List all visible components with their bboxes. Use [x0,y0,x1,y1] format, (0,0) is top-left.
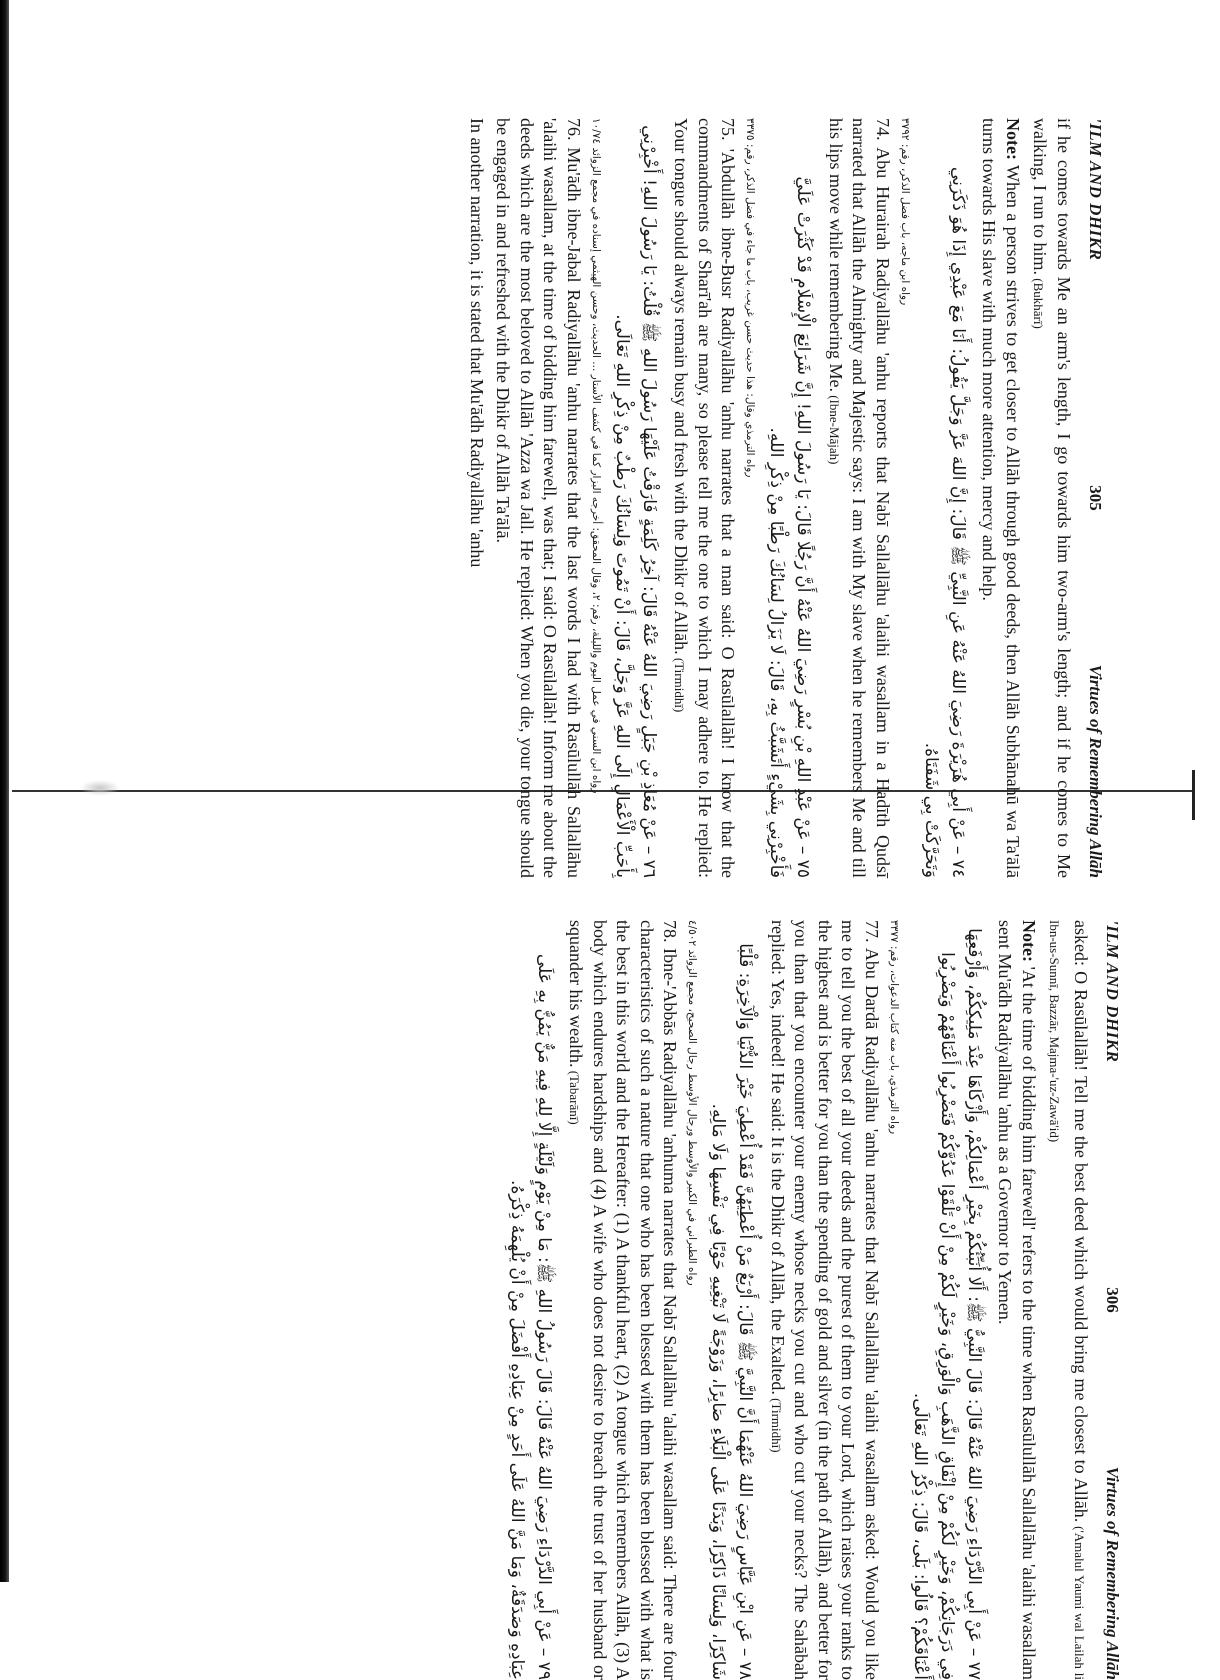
page-number: 306 [1103,1287,1122,1313]
book-title: 'ILM AND DHIKR [1086,118,1105,261]
running-head: Virtues of Remembering Allāh [1086,664,1105,878]
page-body [82,920,1092,1680]
source-citation: (Tirmidhī) [672,654,688,713]
arabic-reference: رواه الترمذي، باب منه كتاب الدعوات، رقم: ٣٣٧٧ [888,920,900,1135]
arabic-reference: رواه ابن السني في عمل اليوم والليلة، رقم: ٢، وقال المحقق: أخرجه البزار كما في كشف الأستار ... الحديث، وحسن الهيثمي إسناده في مجمع الزوائد ١٠/٧٤ [590,118,602,794]
paragraph-text: 75. 'Abdullāh ibne-Busr Radiyallāhu 'anhu narrates that a man said: O Rasūlallāh! I know that the commandments of Sharī'ah are many, so please tell me the one to which I may adhere to. He replied: Your tongue should always remain busy and fresh with the Dhikr of Allāh. [671,118,739,878]
arabic-reference: رواه ابن ماجه، باب فضل الذكر، رقم: ٣٧٩٢ [899,118,911,306]
note-paragraph [993,920,1040,1680]
arabic-hadith-text: ٧٥ – عَنْ عَبْدِ اللهِ بْنِ بُسْرٍ رَضِيَ اللهُ عَنْهُ أَنَّ رَجُلًا قَالَ: يَا رَسُولَ اللهِ! إِنَّ شَرَائِعَ الْإِسْلَامِ قَدْ كَثُرَتْ عَلَيَّ فَأَخْبِرْنِي بِشَيْءٍ أَتَشَبَّثُ بِهِ، قَالَ: لَا يَزَالُ لِسَانُكَ رَطْبًا مِنْ ذِكْرِ اللهِ. [766,176,814,878]
translation-paragraph [1043,920,1092,1680]
paragraph-text: 76. Mu'ādh ibne-Jabal Radiyallāhu 'anhu narrates that the last words I had with Rasūlullāh Sallallāhu 'alaihi wasallam, at the time of bidding him farewell, was that; I said: O Rasūlallāh! Inform me about the deeds which are the most beloved to Allāh 'Azza wa Jall. He replied: When you die, your tongue should be engaged in and refreshed with the Dhikr of Allāh Ta'ālā. [493,118,584,878]
translation-paragraph [765,920,884,1680]
book-page-305 [65,118,1105,878]
translation-paragraph [465,118,489,878]
note-text: When a person strives to get closer to Allāh through good deeds, then Allāh Subhānahū wa Ta'ālā turns towards His slave with much more attention, mercy and help. [979,118,1023,878]
note-label: Note: [1003,118,1023,160]
book-title: 'ILM AND DHIKR [1103,920,1122,1063]
note-paragraph [977,118,1024,878]
arabic-hadith-text: ٧٩ – عَنْ أَبِي الدَّرْدَاءِ رَضِيَ اللهُ عَنْهُ قَالَ: قَالَ رَسُولُ اللهِ ﷺ: مَا مِنْ يَوْمٍ وَلَيْلَةٍ إِلَّا لِلهِ فِيهِ مَنٌّ يَمُنُّ بِهِ عَلَى عِبَادِهِ وَصَدَقَةٌ، وَمَا مَنَّ اللهُ عَلَى أَحَدٍ مِنْ عِبَادِهِ أَفْضَلَ مِنْ أَنْ يُلْهِمَهُ ذِكْرَهُ. [507,953,554,1680]
running-head: Virtues of Remembering Allāh [1103,1466,1122,1680]
translation-paragraph [491,118,585,878]
arabic-hadith-text: ٧٨ – عَنِ ابْنِ عَبَّاسٍ رَضِيَ اللهُ عَنْهُمَا أَنَّ النَّبِيَّ ﷺ قَالَ: أَرْبَعٌ مَنْ أُعْطِيَهُنَّ فَقَدْ أُعْطِيَ خَيْرَ الدُّنْيَا وَالْآخِرَةِ: قَلْبًا شَاكِرًا، وَلِسَانًا ذَاكِرًا، وَبَدَنًا عَلَى الْبَلَاءِ صَابِرًا، وَزَوْجَةً لَا تَبْغِيهِ حَوْبًا فِي نَفْسِهَا وَلَا مَالِهِ. [708,943,756,1680]
note-text: 'At the time of bidding him farewell' refers to the time when Rasūlullāh Sallallāhu 'alaihi wasallam sent Mu'ādh Radiyallāhu 'anhu as a Governor to Yemen. [995,920,1039,1680]
translation-paragraph [823,118,895,878]
paragraph-text: In another narration, it is stated that Mu'ādh Radiyallāhu 'anhu [467,118,487,568]
paragraph-text: 77. Abu Dardā Radiyallāhu 'anhu narrates that Nabī Sallallāhu 'alaihi wasallam asked: Would you like me to tell you the best of all your deeds and the purest of them to your Lord, which raises your ranks to the highest and is better for you than the spending of gold and silver (in the path of Allāh), and better for you than that you encounter your enemy whose necks you cut and who cut your necks? The Sahābah replied: Yes, indeed! He said: It is the Dhikr of Allāh, the Exalted. [768,920,882,1680]
page-body [65,118,1075,878]
translation-paragraph [1027,118,1075,878]
paragraph-text: 78. Ibne-'Abbās Radiyallāhu 'anhuma narrates that Nabī Sallallāhu 'alaihi wasallam said: There are four characteristics of such a nature that one who has been blessed with them has been blessed with what is the best in this world and the Hereafter: (1) A thankful heart, (2) A tongue which remembers Allāh, (3) A body which endures hardships and (4) A wife who does not desire to breach the trust of her husband or squander his wealth. [566,920,681,1680]
arabic-hadith-text: ٧٤ – عَنْ أَبِي هُرَيْرَةَ رَضِيَ اللهُ عَنْهُ عَنِ النَّبِيِّ ﷺ قَالَ: إِنَّ اللهَ عَزَّ وَجَلَّ يَقُولُ: أَنَا مَعَ عَبْدِي إِذَا هُوَ ذَكَرَنِي وَتَحَرَّكَتْ بِي شَفَتَاهُ. [921,166,968,878]
book-page-306 [82,920,1122,1680]
paragraph-text: 74. Abu Hurairah Radiyallāhu 'anhu reports that Nabī Sallallāhu 'alaihi wasallam in a Hadīth Qudsī narrated that Allāh the Almighty and Majestic says: I am with My slave when he remembers Me and till his lips move while remembering Me. [826,118,893,878]
translation-paragraph [563,920,682,1680]
page-header [1100,920,1122,1680]
paragraph-text: if he comes towards Me an arm's length, I go towards him two-arm's length; and if he comes to Me walking, I run to him. [1030,118,1074,878]
source-citation: (Tabarānī) [567,1067,583,1125]
source-citation: ('Amalul Yaumi wal Lailah li Ibn-us-Sunnī, Bazzār, Majma-'uz-Zawā'id) [1047,920,1087,1680]
source-citation: (Bukhārī) [1031,274,1047,329]
gutter-crease-mark [1192,770,1195,820]
translation-paragraph [668,118,740,878]
page-number: 305 [1086,485,1105,511]
note-label: Note: [1019,920,1039,962]
arabic-hadith-text: ٧٦ – عَنْ مُعَاذِ بْنِ جَبَلٍ رَضِيَ اللهُ عَنْهُ قَالَ: آخِرُ كَلِمَةٍ فَارَقْتُ عَلَيْهَا رَسُولَ اللهِ ﷺ قُلْتُ: يَا رَسُولَ اللهِ! أَخْبِرْنِي بِأَحَبِّ الْأَعْمَالِ إِلَى اللهِ عَزَّ وَجَلَّ، قَالَ: أَنْ تَمُوتَ وَلِسَانُكَ رَطْبٌ مِنْ ذِكْرِ اللهِ تَعَالَى. [612,125,659,878]
arabic-reference: رواه الطبراني في الكبير والأوسط ورجال الأوسط رجال الصحيح، مجمع الزوائد ٤/٥٠٢ [686,920,699,1286]
source-citation: (Tirmidhī) [769,1394,784,1453]
source-citation: (Ibne-Mājah) [827,391,842,465]
page-header [1083,118,1105,878]
arabic-reference: رواه الترمذي وقال: هذا حديث حسن غريب، باب ما جاء في فضل الذكر، رقم: ٣٣٧٥ [744,118,757,478]
paragraph-text: asked: O Rasūlallāh! Tell me the best deed which would bring me closest to Allāh. [1071,920,1091,1523]
book-binding-edge [0,0,9,1582]
arabic-hadith-text: ٧٧ – عَنْ أَبِي الدَّرْدَاءِ رَضِيَ اللهُ عَنْهُ قَالَ: قَالَ النَّبِيُّ ﷺ: أَلَا أُنَبِّئُكُمْ بِخَيْرِ أَعْمَالِكُمْ، وَأَزْكَاهَا عِنْدَ مَلِيكِكُمْ، وَأَرْفَعِهَا فِي دَرَجَاتِكُمْ، وَخَيْرٍ لَكُمْ مِنْ إِنْفَاقِ الذَّهَبِ وَالْوَرِقِ، وَخَيْرٍ لَكُمْ مِنْ أَنْ تَلْقَوْا عَدُوَّكُمْ فَتَضْرِبُوا أَعْنَاقَهُمْ وَيَضْرِبُوا أَعْنَاقَكُمْ؟ قَالُوا: بَلَى، قَالَ: ذِكْرُ اللهِ تَعَالَى. [910,928,984,1680]
